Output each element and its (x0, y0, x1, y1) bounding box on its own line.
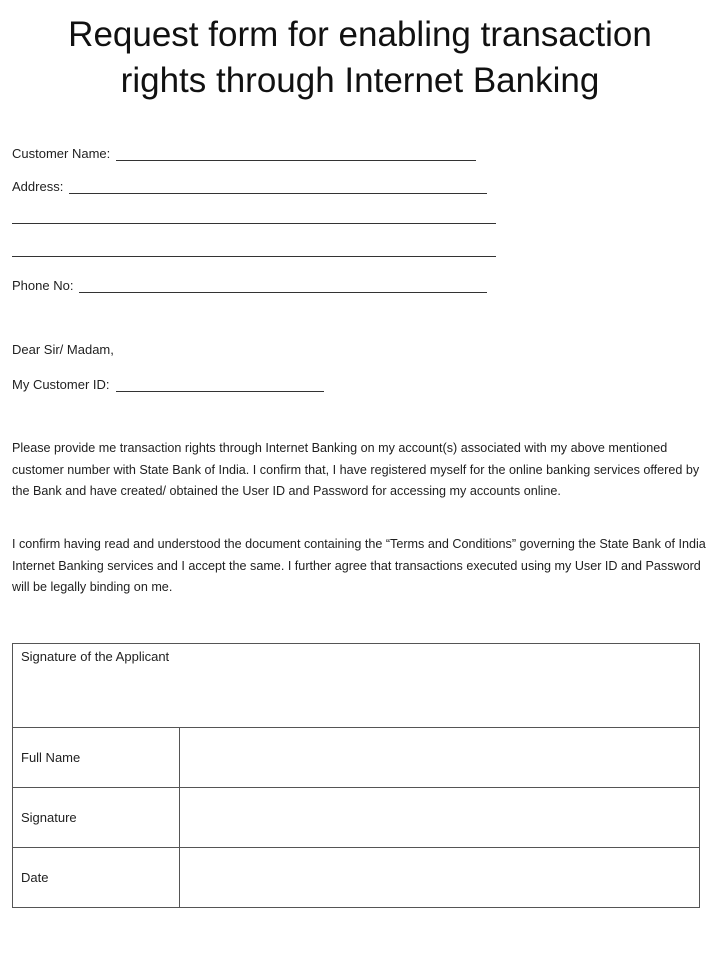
signature-label-cell (13, 788, 180, 848)
phone-field[interactable] (79, 278, 487, 293)
title-line-2: rights through Internet Banking (120, 61, 600, 100)
customer-name-field[interactable] (116, 146, 476, 161)
customer-id-field[interactable] (116, 377, 324, 392)
address-label: Address: (12, 179, 64, 194)
signature-table (12, 643, 700, 908)
terms-paragraph: I confirm having read and understood the document containing the “Terms and Conditions” governing the State Bank of India Internet Banking services and I accept the same. I further agree that transactions executed using my User ID and Password will be legally binding on me. (12, 537, 706, 594)
full-name-label: Full Name (21, 750, 81, 765)
date-label-cell (13, 848, 180, 908)
customer-name-label: Customer Name: (12, 146, 111, 161)
signature-input-cell[interactable] (180, 788, 700, 848)
full-name-input-cell[interactable] (180, 728, 700, 788)
full-name-label-cell (13, 728, 180, 788)
request-paragraph: Please provide me transaction rights through Internet Banking on my account(s) associated with my above mentioned customer number with State Bank of India. I confirm that, I have registered myself for the online banking services offered by the Bank and have created/ obtained the User ID and Password for accessing my accounts online. (12, 441, 700, 498)
address-row (12, 176, 487, 194)
salutation: Dear Sir/ Madam, (12, 342, 114, 357)
address-field-line-2[interactable] (12, 223, 496, 224)
address-field-line-1[interactable] (69, 179, 487, 194)
date-input-cell[interactable] (180, 848, 700, 908)
customer-name-row (12, 143, 476, 161)
customer-id-label: My Customer ID: (12, 377, 110, 392)
table-row (13, 788, 700, 848)
title-line-1: Request form for enabling transaction (68, 15, 652, 54)
signature-of-applicant-cell (13, 644, 700, 728)
customer-id-row (12, 374, 324, 392)
address-field-line-3[interactable] (12, 256, 496, 257)
phone-label: Phone No: (12, 278, 74, 293)
signature-label: Signature (21, 810, 77, 825)
table-row (13, 728, 700, 788)
date-label: Date (21, 870, 49, 885)
phone-row (12, 275, 487, 293)
table-row (13, 848, 700, 908)
document-title (20, 12, 700, 104)
signature-of-applicant-label: Signature of the Applicant (21, 649, 170, 664)
